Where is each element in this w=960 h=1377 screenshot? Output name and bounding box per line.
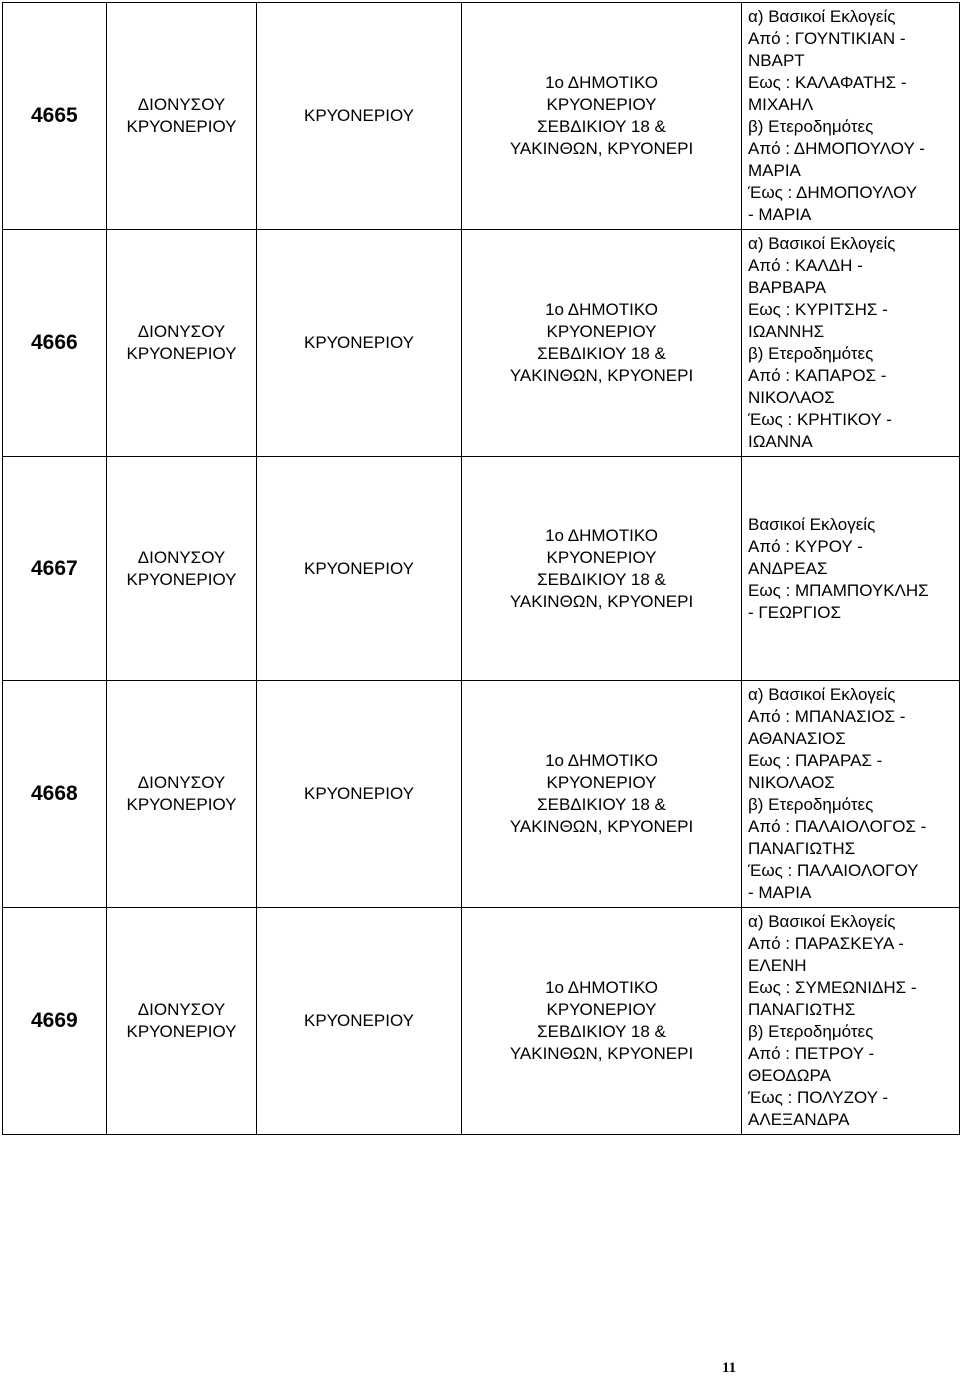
school-cell: [462, 681, 742, 908]
voter-list-line: ΙΩΑΝΝΑ: [748, 432, 813, 451]
voter-list-line: Από : ΔΗΜΟΠΟΥΛΟΥ -: [748, 139, 925, 158]
department-cell: ΚΡΥΟΝΕΡΙΟΥ: [257, 681, 462, 908]
table-row: [3, 908, 960, 1135]
voter-list-line: ΠΑΝΑΓΙΩΤΗΣ: [748, 839, 856, 858]
voter-list-line: ΜΙΧΑΗΛ: [748, 95, 814, 114]
school-line: ΚΡΥΟΝΕΡΙΟΥ: [546, 547, 657, 567]
municipality-line: ΚΡΥΟΝΕΡΙΟΥ: [126, 1022, 237, 1041]
school-line: ΣΕΒΔΙΚΙΟΥ 18 &: [537, 569, 666, 589]
department-cell: ΚΡΥΟΝΕΡΙΟΥ: [257, 230, 462, 457]
station-code: 4668: [3, 681, 107, 908]
voter-list-line: Από : ΠΕΤΡΟΥ -: [748, 1044, 875, 1063]
voter-list-line: ΝΙΚΟΛΑΟΣ: [748, 773, 835, 792]
voter-list-line: ΝΙΚΟΛΑΟΣ: [748, 388, 835, 407]
voter-list-line: Από : ΠΑΡΑΣΚΕΥΑ -: [748, 934, 904, 953]
station-code: 4666: [3, 230, 107, 457]
voter-list-line: - ΓΕΩΡΓΙΟΣ: [748, 602, 841, 622]
municipality-line: ΔΙΟΝΥΣΟΥ: [137, 322, 226, 341]
voter-list-line: Από : ΚΑΠΑΡΟΣ -: [748, 366, 887, 385]
school-line: ΣΕΒΔΙΚΙΟΥ 18 &: [537, 344, 666, 363]
voter-lists-cell: [742, 3, 960, 230]
voter-list-line: Εως : ΠΑΡΑΡΑΣ -: [748, 751, 883, 770]
voter-list-line: ΑΘΑΝΑΣΙΟΣ: [748, 729, 846, 748]
voter-list-line: Έως : ΚΡΗΤΙΚΟΥ -: [748, 410, 892, 429]
school-line: ΥΑΚΙΝΘΩΝ, ΚΡΥΟΝΕΡΙ: [509, 366, 694, 385]
voter-list-line: α) Βασικοί Εκλογείς: [748, 234, 896, 253]
voter-list-line: Από : ΜΠΑΝΑΣΙΟΣ -: [748, 707, 906, 726]
voter-lists-cell: [742, 230, 960, 457]
school-cell: [462, 457, 742, 681]
school-line: ΚΡΥΟΝΕΡΙΟΥ: [546, 322, 657, 341]
voter-list-line: Εως : ΚΑΛΑΦΑΤΗΣ -: [748, 73, 907, 92]
table-body: [3, 3, 960, 1135]
school-line: ΚΡΥΟΝΕΡΙΟΥ: [546, 1000, 657, 1019]
voter-list-line: β) Ετεροδημότες: [748, 344, 874, 363]
school-line: ΥΑΚΙΝΘΩΝ, ΚΡΥΟΝΕΡΙ: [509, 139, 694, 158]
municipality-line: ΚΡΥΟΝΕΡΙΟΥ: [126, 795, 237, 814]
voter-list-line: - ΜΑΡΙΑ: [748, 205, 812, 224]
school-line: ΚΡΥΟΝΕΡΙΟΥ: [546, 95, 657, 114]
school-cell: [462, 908, 742, 1135]
department-cell: ΚΡΥΟΝΕΡΙΟΥ: [257, 3, 462, 230]
table-row: [3, 3, 960, 230]
voter-list-line: Από : ΚΑΛΔΗ -: [748, 256, 863, 275]
voter-list-line: ΙΩΑΝΝΗΣ: [748, 322, 825, 341]
voter-lists-cell: [742, 457, 960, 681]
school-line: 1ο ΔΗΜΟΤΙΚΟ: [545, 300, 658, 319]
page-number: 11: [722, 1360, 737, 1376]
school-line: ΥΑΚΙΝΘΩΝ, ΚΡΥΟΝΕΡΙ: [509, 1044, 694, 1063]
municipality-cell: [107, 3, 257, 230]
voter-list-line: α) Βασικοί Εκλογείς: [748, 685, 896, 704]
municipality-cell: [107, 681, 257, 908]
table-row: [3, 457, 960, 681]
municipality-line: ΚΡΥΟΝΕΡΙΟΥ: [126, 117, 237, 136]
voter-list-line: ΑΛΕΞΑΝΔΡΑ: [748, 1110, 850, 1129]
voter-list-line: α) Βασικοί Εκλογείς: [748, 7, 896, 26]
school-line: ΥΑΚΙΝΘΩΝ, ΚΡΥΟΝΕΡΙ: [509, 591, 694, 611]
school-line: 1ο ΔΗΜΟΤΙΚΟ: [545, 978, 658, 997]
voter-list-line: - ΜΑΡΙΑ: [748, 883, 812, 902]
voter-list-line: ΘΕΟΔΩΡΑ: [748, 1066, 831, 1085]
municipality-line: ΚΡΥΟΝΕΡΙΟΥ: [126, 344, 237, 363]
school-line: ΚΡΥΟΝΕΡΙΟΥ: [546, 773, 657, 792]
table-row: [3, 681, 960, 908]
voter-list-line: Εως : ΚΥΡΙΤΣΗΣ -: [748, 300, 888, 319]
department-cell: ΚΡΥΟΝΕΡΙΟΥ: [257, 457, 462, 681]
voter-lists-cell: [742, 908, 960, 1135]
voter-list-line: Εως : ΜΠΑΜΠΟΥΚΛΗΣ: [748, 580, 929, 600]
voter-list-line: ΒΑΡΒΑΡΑ: [748, 278, 827, 297]
municipality-line: ΔΙΟΝΥΣΟΥ: [137, 1000, 226, 1019]
school-line: ΣΕΒΔΙΚΙΟΥ 18 &: [537, 795, 666, 814]
school-cell: [462, 3, 742, 230]
station-code: 4667: [3, 457, 107, 681]
municipality-cell: [107, 908, 257, 1135]
voter-list-line: Εως : ΣΥΜΕΩΝΙΔΗΣ -: [748, 978, 917, 997]
school-line: 1ο ΔΗΜΟΤΙΚΟ: [545, 73, 658, 92]
school-line: ΣΕΒΔΙΚΙΟΥ 18 &: [537, 1022, 666, 1041]
municipality-line: ΚΡΥΟΝΕΡΙΟΥ: [126, 569, 237, 589]
voter-list-line: ΑΝΔΡΕΑΣ: [748, 558, 828, 578]
station-code: 4669: [3, 908, 107, 1135]
voter-list-line: ΜΑΡΙΑ: [748, 161, 801, 180]
department-cell: ΚΡΥΟΝΕΡΙΟΥ: [257, 908, 462, 1135]
school-line: ΥΑΚΙΝΘΩΝ, ΚΡΥΟΝΕΡΙ: [509, 817, 694, 836]
municipality-line: ΔΙΟΝΥΣΟΥ: [137, 547, 226, 567]
polling-stations-table: [2, 2, 960, 1135]
table-row: [3, 230, 960, 457]
voter-list-line: β) Ετεροδημότες: [748, 795, 874, 814]
voter-list-line: Από : ΓΟΥΝΤΙΚΙΑΝ -: [748, 29, 906, 48]
voter-list-line: β) Ετεροδημότες: [748, 1022, 874, 1041]
voter-list-line: Βασικοί Εκλογείς: [748, 514, 876, 534]
voter-list-line: ΝΒΑΡΤ: [748, 51, 805, 70]
station-code: 4665: [3, 3, 107, 230]
school-line: ΣΕΒΔΙΚΙΟΥ 18 &: [537, 117, 666, 136]
municipality-line: ΔΙΟΝΥΣΟΥ: [137, 773, 226, 792]
municipality-line: ΔΙΟΝΥΣΟΥ: [137, 95, 226, 114]
school-line: 1ο ΔΗΜΟΤΙΚΟ: [545, 525, 658, 545]
voter-list-line: Από : ΚΥΡΟΥ -: [748, 536, 863, 556]
school-line: 1ο ΔΗΜΟΤΙΚΟ: [545, 751, 658, 770]
voter-list-line: ΕΛΕΝΗ: [748, 956, 807, 975]
municipality-cell: [107, 457, 257, 681]
voter-list-line: Από : ΠΑΛΑΙΟΛΟΓΟΣ -: [748, 817, 927, 836]
school-cell: [462, 230, 742, 457]
voter-lists-cell: [742, 681, 960, 908]
voter-list-line: α) Βασικοί Εκλογείς: [748, 912, 896, 931]
voter-list-line: Έως : ΔΗΜΟΠΟΥΛΟΥ: [748, 183, 918, 202]
municipality-cell: [107, 230, 257, 457]
voter-list-line: ΠΑΝΑΓΙΩΤΗΣ: [748, 1000, 856, 1019]
voter-list-line: Έως : ΠΟΛΥΖΟΥ -: [748, 1088, 889, 1107]
voter-list-line: β) Ετεροδημότες: [748, 117, 874, 136]
voter-list-line: Έως : ΠΑΛΑΙΟΛΟΓΟΥ: [748, 861, 919, 880]
